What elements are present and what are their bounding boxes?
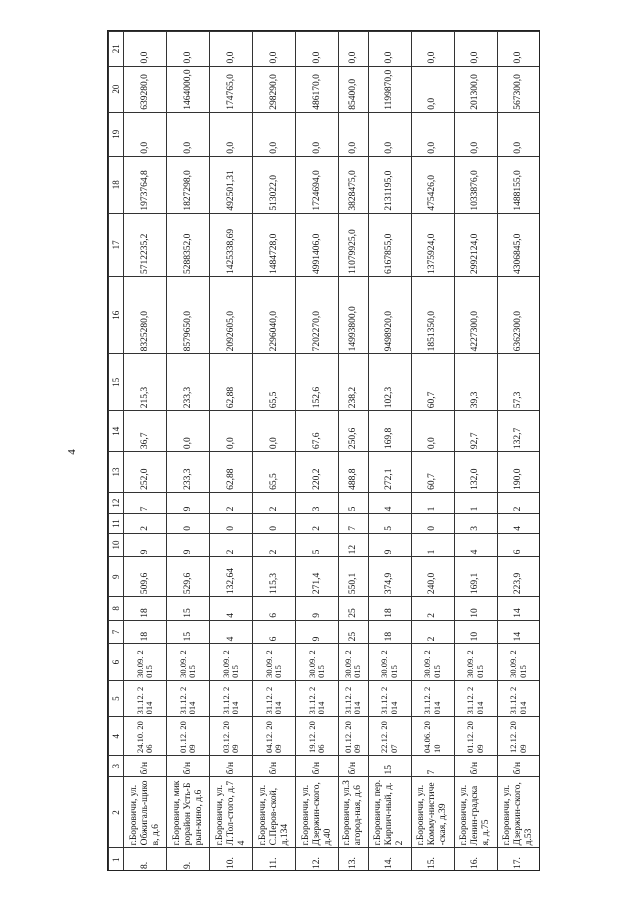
table-cell: 04.06. 2010 — [411, 717, 454, 756]
header-cell: 18 — [109, 156, 124, 213]
table-cell: 0,0 — [210, 112, 253, 156]
address-cell: г.Боровичи, ул.Дзержин-ского, д.53 — [497, 777, 540, 848]
table-cell: 1033876,0 — [454, 156, 497, 213]
table-cell: 25 — [339, 620, 369, 644]
table-cell: 6 — [497, 533, 540, 557]
table-row — [124, 32, 167, 872]
table-cell: 2992124,0 — [454, 213, 497, 276]
table-cell: 6167855,0 — [368, 213, 411, 276]
table-cell: 31.12. 2014 — [339, 680, 369, 717]
table-cell: 374,9 — [368, 557, 411, 597]
table-cell: 18 — [124, 620, 167, 644]
table-cell: 492501,31 — [210, 156, 253, 213]
table-cell: 4227300,0 — [454, 277, 497, 354]
table-cell: 0 — [210, 514, 253, 533]
table-cell: 0,0 — [368, 112, 411, 156]
table-cell: 5 — [339, 492, 369, 513]
header-cell: 7 — [109, 620, 124, 644]
table-cell: 8325280,0 — [124, 277, 167, 354]
table-cell: 0 — [411, 514, 454, 533]
table-cell: 639280,0 — [124, 66, 167, 112]
table-cell: 1851350,0 — [411, 277, 454, 354]
header-cell: 12 — [109, 492, 124, 513]
table-cell: 0,0 — [253, 32, 296, 67]
table-cell: 31.12. 2014 — [497, 680, 540, 717]
table-cell: 2 — [296, 514, 339, 533]
table-cell: 0 — [167, 514, 210, 533]
table-cell: 5 — [368, 514, 411, 533]
table-cell: б/н — [124, 756, 167, 777]
table-cell: 2 — [210, 533, 253, 557]
table-cell: 57,3 — [497, 354, 540, 411]
table-cell: 7 — [339, 514, 369, 533]
table-cell: 9 — [124, 533, 167, 557]
table-cell: 132,0 — [454, 452, 497, 493]
table-cell: 1 — [411, 533, 454, 557]
table-cell: 238,2 — [339, 354, 369, 411]
table-cell: 6 — [253, 597, 296, 621]
table-cell: 30.09. 2015 — [497, 644, 540, 681]
table-cell: б/н — [253, 756, 296, 777]
table-cell: 4 — [497, 514, 540, 533]
table-cell: 0,0 — [411, 112, 454, 156]
table-cell: 486170,0 — [296, 66, 339, 112]
table-cell: 31.12. 2014 — [167, 680, 210, 717]
table-cell: 4991406,0 — [296, 213, 339, 276]
table-cell: 6362300,0 — [497, 277, 540, 354]
table-cell: 0,0 — [124, 112, 167, 156]
table-cell: 8. — [124, 848, 167, 871]
table-cell: 272,1 — [368, 452, 411, 493]
header-cell: 21 — [109, 32, 124, 67]
table-cell: 201300,0 — [454, 66, 497, 112]
table-cell: 18 — [124, 597, 167, 621]
table-cell: 31.12. 2014 — [210, 680, 253, 717]
table-row — [368, 32, 411, 872]
table-cell: 567300,0 — [497, 66, 540, 112]
address-cell: г.Боровичи, ул.Загород-ная, д.6 — [339, 777, 369, 848]
table-cell: 513022,0 — [253, 156, 296, 213]
data-table — [108, 31, 540, 871]
table-cell: 9 — [296, 620, 339, 644]
table-cell: 0,0 — [296, 112, 339, 156]
table-cell: 30.09. 2015 — [454, 644, 497, 681]
table-cell: 0,0 — [339, 32, 369, 67]
table-cell: 31.12. 2014 — [411, 680, 454, 717]
table-cell: б/н — [210, 756, 253, 777]
table-cell: 0,0 — [124, 32, 167, 67]
address-cell: г.Боровичи, ул.С.Перов-ской, д.134 — [253, 777, 296, 848]
table-cell: 102,3 — [368, 354, 411, 411]
table-cell: 24.10. 2006 — [124, 717, 167, 756]
address-cell: г.Боровичи, ул.Комму-нистиче-ская, д.39 — [411, 777, 454, 848]
header-cell: 14 — [109, 411, 124, 452]
table-cell: 115,3 — [253, 557, 296, 597]
header-cell: 17 — [109, 213, 124, 276]
table-frame — [107, 30, 540, 871]
table-cell: 550,1 — [339, 557, 369, 597]
table-cell: 01.12. 2009 — [167, 717, 210, 756]
table-cell: 509,6 — [124, 557, 167, 597]
table-cell: 132,64 — [210, 557, 253, 597]
table-cell: 3 — [296, 492, 339, 513]
table-cell: 14. — [368, 848, 411, 871]
table-cell: 15 — [368, 756, 411, 777]
table-cell: 0,0 — [454, 32, 497, 67]
address-cell: г.Боровичи, ул.Дзержин-ского, д.40 — [296, 777, 339, 848]
table-cell: 15. — [411, 848, 454, 871]
address-cell: г.Боровичи, ул.Обжигаль-щиков, д.6 — [124, 777, 167, 848]
table-cell: 1199870,0 — [368, 66, 411, 112]
table-cell: 65,5 — [253, 354, 296, 411]
header-cell: 4 — [109, 717, 124, 756]
table-cell: 0,0 — [411, 411, 454, 452]
address-cell: г.Боровичи, ул.Л.Тол-стого, д.74 — [210, 777, 253, 848]
table-cell: 13. — [339, 848, 369, 871]
table-cell: 1464000,0 — [167, 66, 210, 112]
table-cell: 169,1 — [454, 557, 497, 597]
table-cell: 15 — [167, 597, 210, 621]
header-cell: 11 — [109, 514, 124, 533]
table-cell: 9. — [167, 848, 210, 871]
table-cell: 1973764,8 — [124, 156, 167, 213]
table-cell: 60,7 — [411, 452, 454, 493]
table-row — [411, 32, 454, 872]
table-cell: 39,3 — [454, 354, 497, 411]
header-cell: 15 — [109, 354, 124, 411]
table-cell: 36,7 — [124, 411, 167, 452]
table-cell: 0,0 — [339, 112, 369, 156]
table-cell: 0,0 — [368, 32, 411, 67]
address-cell: г.Боровичи, пер.Кирпич-ный, д.2 — [368, 777, 411, 848]
table-cell: б/н — [454, 756, 497, 777]
table-cell: 65,5 — [253, 452, 296, 493]
table-cell: 0,0 — [411, 66, 454, 112]
table-cell: 169,8 — [368, 411, 411, 452]
rotated-table — [108, 31, 540, 871]
table-cell: 31.12. 2014 — [124, 680, 167, 717]
table-cell: 03.12. 2009 — [210, 717, 253, 756]
table-cell: 1827298,0 — [167, 156, 210, 213]
table-cell: 30.09. 2015 — [124, 644, 167, 681]
table-cell: 4 — [210, 620, 253, 644]
table-cell: 30.09. 2015 — [339, 644, 369, 681]
table-cell: 475426,0 — [411, 156, 454, 213]
table-cell: 2 — [253, 533, 296, 557]
table-cell: 1425338,69 — [210, 213, 253, 276]
table-cell: 1488155,0 — [497, 156, 540, 213]
table-cell: 488,8 — [339, 452, 369, 493]
table-cell: 4306845,0 — [497, 213, 540, 276]
table-cell: 1724694,0 — [296, 156, 339, 213]
table-cell: 30.09. 2015 — [167, 644, 210, 681]
table-header-row — [109, 32, 124, 872]
table-cell: 10. — [210, 848, 253, 871]
table-cell: 2 — [411, 597, 454, 621]
table-cell: 11. — [253, 848, 296, 871]
table-cell: 2296040,0 — [253, 277, 296, 354]
table-cell: 10 — [454, 597, 497, 621]
table-cell: 6 — [253, 620, 296, 644]
table-cell: 0,0 — [167, 411, 210, 452]
table-row — [210, 32, 253, 872]
header-cell: 20 — [109, 66, 124, 112]
table-cell: 60,7 — [411, 354, 454, 411]
table-cell: 01.12. 2009 — [454, 717, 497, 756]
table-cell: 0,0 — [253, 411, 296, 452]
table-cell: 10 — [454, 620, 497, 644]
table-cell: 12. — [296, 848, 339, 871]
table-cell: 9 — [167, 533, 210, 557]
table-cell: 9498920,0 — [368, 277, 411, 354]
address-cell: г.Боровичи, микрорайон Усть-Брын-кино, д.6 — [167, 777, 210, 848]
table-cell: 174765,0 — [210, 66, 253, 112]
table-cell: 31.12. 2014 — [253, 680, 296, 717]
table-cell: 9 — [296, 597, 339, 621]
table-cell: 25 — [339, 597, 369, 621]
table-cell: 250,6 — [339, 411, 369, 452]
table-cell: 2 — [210, 492, 253, 513]
table-cell: 2 — [411, 620, 454, 644]
table-cell: 7 — [124, 492, 167, 513]
table-cell: 233,3 — [167, 354, 210, 411]
table-cell: 5712235,2 — [124, 213, 167, 276]
table-row — [253, 32, 296, 872]
table-cell: 2 — [497, 492, 540, 513]
table-cell: 11079925,0 — [339, 213, 369, 276]
header-cell: 5 — [109, 680, 124, 717]
table-row — [497, 32, 540, 872]
table-cell: 2 — [253, 492, 296, 513]
table-cell: 7 — [411, 756, 454, 777]
table-row — [339, 32, 369, 872]
table-row — [167, 32, 210, 872]
table-cell: 85400,0 — [339, 66, 369, 112]
table-cell: 15 — [167, 620, 210, 644]
table-cell: 31.12. 2014 — [454, 680, 497, 717]
table-cell: 2092605,0 — [210, 277, 253, 354]
table-cell: 3 — [454, 514, 497, 533]
table-row — [454, 32, 497, 872]
table-cell: 3828475,0 — [339, 156, 369, 213]
table-cell: 190,0 — [497, 452, 540, 493]
table-cell: 19.12. 2006 — [296, 717, 339, 756]
table-cell: 0,0 — [253, 112, 296, 156]
header-cell: 10 — [109, 533, 124, 557]
table-cell: 0,0 — [497, 112, 540, 156]
table-cell: 22.12. 2007 — [368, 717, 411, 756]
table-cell: 12 — [339, 533, 369, 557]
table-cell: 220,2 — [296, 452, 339, 493]
table-cell: 0,0 — [210, 32, 253, 67]
header-cell: 6 — [109, 644, 124, 681]
table-cell: 0,0 — [497, 32, 540, 67]
table-cell: 17. — [497, 848, 540, 871]
table-cell: 7202270,0 — [296, 277, 339, 354]
table-cell: 1484728,0 — [253, 213, 296, 276]
table-cell: 1 — [411, 492, 454, 513]
table-cell: б/н — [339, 756, 369, 777]
table-cell: 5288352,0 — [167, 213, 210, 276]
table-cell: б/н — [296, 756, 339, 777]
table-cell: 18 — [368, 597, 411, 621]
table-cell: 18 — [368, 620, 411, 644]
table-cell: 233,3 — [167, 452, 210, 493]
table-cell: б/н — [497, 756, 540, 777]
table-cell: 92,7 — [454, 411, 497, 452]
table-cell: 0,0 — [411, 32, 454, 67]
table-cell: 298290,0 — [253, 66, 296, 112]
table-cell: 62,88 — [210, 354, 253, 411]
table-cell: 0,0 — [296, 32, 339, 67]
table-cell: 30.09. 2015 — [296, 644, 339, 681]
table-cell: 0,0 — [167, 112, 210, 156]
header-cell: 2 — [109, 777, 124, 848]
table-cell: б/н — [167, 756, 210, 777]
header-cell: 1 — [109, 848, 124, 871]
table-cell: 223,9 — [497, 557, 540, 597]
header-cell: 19 — [109, 112, 124, 156]
table-cell: 67,6 — [296, 411, 339, 452]
table-cell: 4 — [454, 533, 497, 557]
table-cell: 132,7 — [497, 411, 540, 452]
header-cell: 9 — [109, 557, 124, 597]
table-cell: 240,0 — [411, 557, 454, 597]
address-cell: г.Боровичи, ул.Ленин-градская, д.75 — [454, 777, 497, 848]
header-cell: 3 — [109, 756, 124, 777]
table-cell: 30.09. 2015 — [368, 644, 411, 681]
table-row — [296, 32, 339, 872]
table-cell: 271,4 — [296, 557, 339, 597]
table-cell: 2 — [124, 514, 167, 533]
table-cell: 01.12. 2009 — [339, 717, 369, 756]
table-cell: 9 — [368, 533, 411, 557]
table-cell: 9 — [167, 492, 210, 513]
table-cell: 8579650,0 — [167, 277, 210, 354]
table-cell: 1375924,0 — [411, 213, 454, 276]
table-cell: 30.09. 2015 — [411, 644, 454, 681]
page-number: 4 — [66, 449, 78, 455]
table-cell: 2131195,0 — [368, 156, 411, 213]
table-cell: 0,0 — [210, 411, 253, 452]
table-cell: 04.12. 2009 — [253, 717, 296, 756]
table-cell: 5 — [296, 533, 339, 557]
table-cell: 4 — [368, 492, 411, 513]
table-cell: 215,3 — [124, 354, 167, 411]
table-cell: 62,88 — [210, 452, 253, 493]
table-cell: 14993800,0 — [339, 277, 369, 354]
table-cell: 14 — [497, 620, 540, 644]
table-cell: 30.09. 2015 — [253, 644, 296, 681]
table-cell: 31.12. 2014 — [296, 680, 339, 717]
table-cell: 0,0 — [167, 32, 210, 67]
table-cell: 152,6 — [296, 354, 339, 411]
table-cell: 0,0 — [454, 112, 497, 156]
table-body — [109, 32, 541, 872]
table-cell: 12.12. 2009 — [497, 717, 540, 756]
header-cell: 13 — [109, 452, 124, 493]
table-cell: 16. — [454, 848, 497, 871]
table-cell: 252,0 — [124, 452, 167, 493]
header-cell: 8 — [109, 597, 124, 621]
table-cell: 30.09. 2015 — [210, 644, 253, 681]
table-cell: 31.12. 2014 — [368, 680, 411, 717]
header-cell: 16 — [109, 277, 124, 354]
table-cell: 4 — [210, 597, 253, 621]
table-cell: 1 — [454, 492, 497, 513]
table-cell: 14 — [497, 597, 540, 621]
table-cell: 0 — [253, 514, 296, 533]
table-cell: 529,6 — [167, 557, 210, 597]
